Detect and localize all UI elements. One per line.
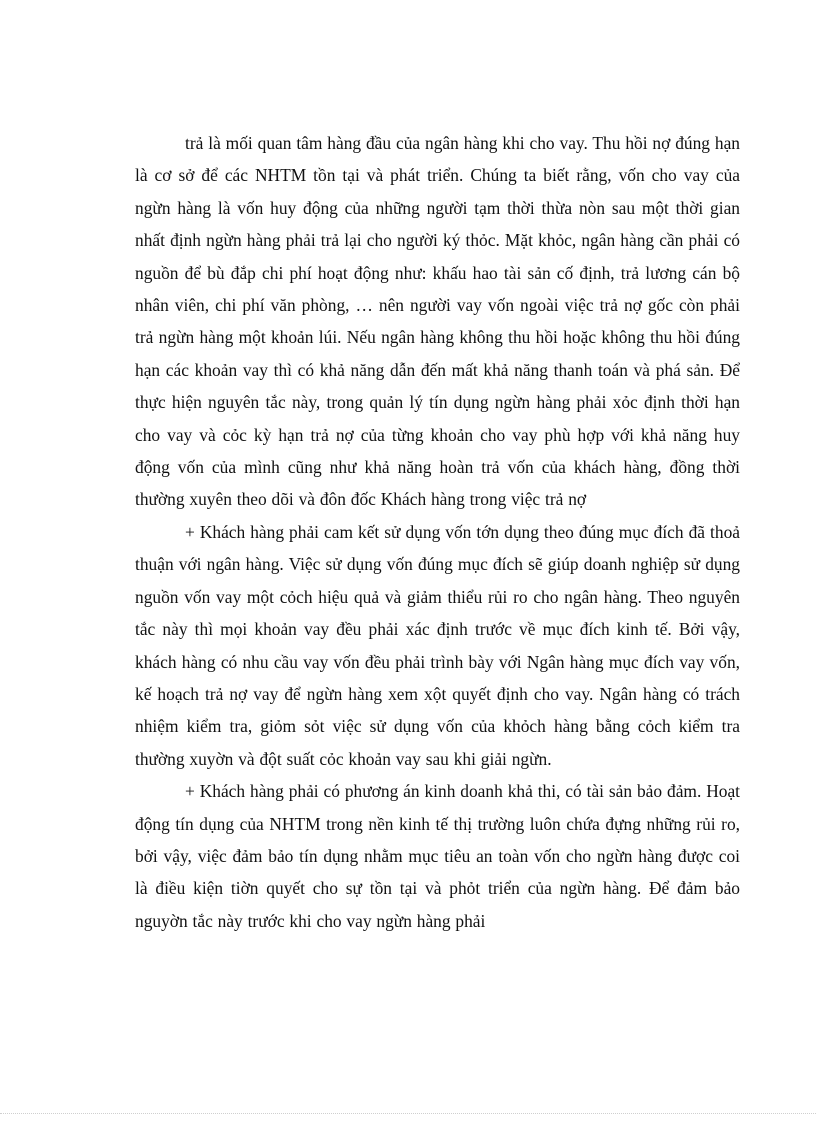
body-text xyxy=(135,127,740,937)
paragraph-debt-repayment: trả là mối quan tâm hàng đầu của ngân hàng khi cho vay. Thu hồi nợ đúng hạn là cơ sở để các NHTM tồn tại và phát triển. Chúng ta biết rằng, vốn cho vay của ngừn hàng là vốn huy động của những người tạm thời thừa nòn sau một thời gian nhất định ngừn hàng phải trả lại cho người ký thỏc. Mặt khỏc, ngân hàng cần phải có nguồn để bù đắp chi phí hoạt động như: khấu hao tài sản cố định, trả lương cán bộ nhân viên, chi phí văn phòng, … nên người vay vốn ngoài việc trả nợ gốc còn phải trả ngừn hàng một khoản lúi. Nếu ngân hàng không thu hồi hoặc không thu hồi đúng hạn các khoản vay thì có khả năng dẫn đến mất khả năng thanh toán và phá sản. Để thực hiện nguyên tắc này, trong quản lý tín dụng ngừn hàng phải xỏc định thời hạn cho vay và cỏc kỳ hạn trả nợ của từng khoản cho vay phù hợp với khả năng huy động vốn của mình cũng như khả năng hoàn trả vốn của khách hàng, đồng thời thường xuyên theo dõi và đôn đốc Khách hàng trong việc trả nợ xyxy=(135,133,740,510)
paragraph-loan-purpose: + Khách hàng phải cam kết sử dụng vốn tớn dụng theo đúng mục đích đã thoả thuận với ngân hàng. Việc sử dụng vốn đúng mục đích sẽ giúp doanh nghiệp sử dụng nguồn vốn vay một cỏch hiệu quả và giảm thiểu rủi ro cho ngân hàng. Theo nguyên tắc này thì mọi khoản vay đều phải xác định trước về mục đích kinh tế. Bởi vậy, khách hàng có nhu cầu vay vốn đều phải trình bày với Ngân hàng mục đích vay vốn, kế hoạch trả nợ vay để ngừn hàng xem xột quyết định cho vay. Ngân hàng có trách nhiệm kiểm tra, giỏm sỏt việc sử dụng vốn của khỏch hàng bằng cỏch kiểm tra thường xuyờn và đột suất cỏc khoản vay sau khi giải ngừn. xyxy=(135,521,740,769)
paragraph-business-plan: + Khách hàng phải có phương án kinh doanh khả thi, có tài sản bảo đảm. Hoạt động tín dụng của NHTM trong nền kinh tế thị trường luôn chứa đựng những rủi ro, bởi vậy, việc đảm bảo tín dụng nhằm mục tiêu an toàn vốn cho ngừn hàng được coi là điều kiện tiờn quyết cho sự tồn tại và phỏt triển của ngừn hàng. Để đảm bảo nguyờn tắc này trước khi cho vay ngừn hàng phải xyxy=(135,781,740,931)
page-bottom-divider xyxy=(0,1113,816,1114)
